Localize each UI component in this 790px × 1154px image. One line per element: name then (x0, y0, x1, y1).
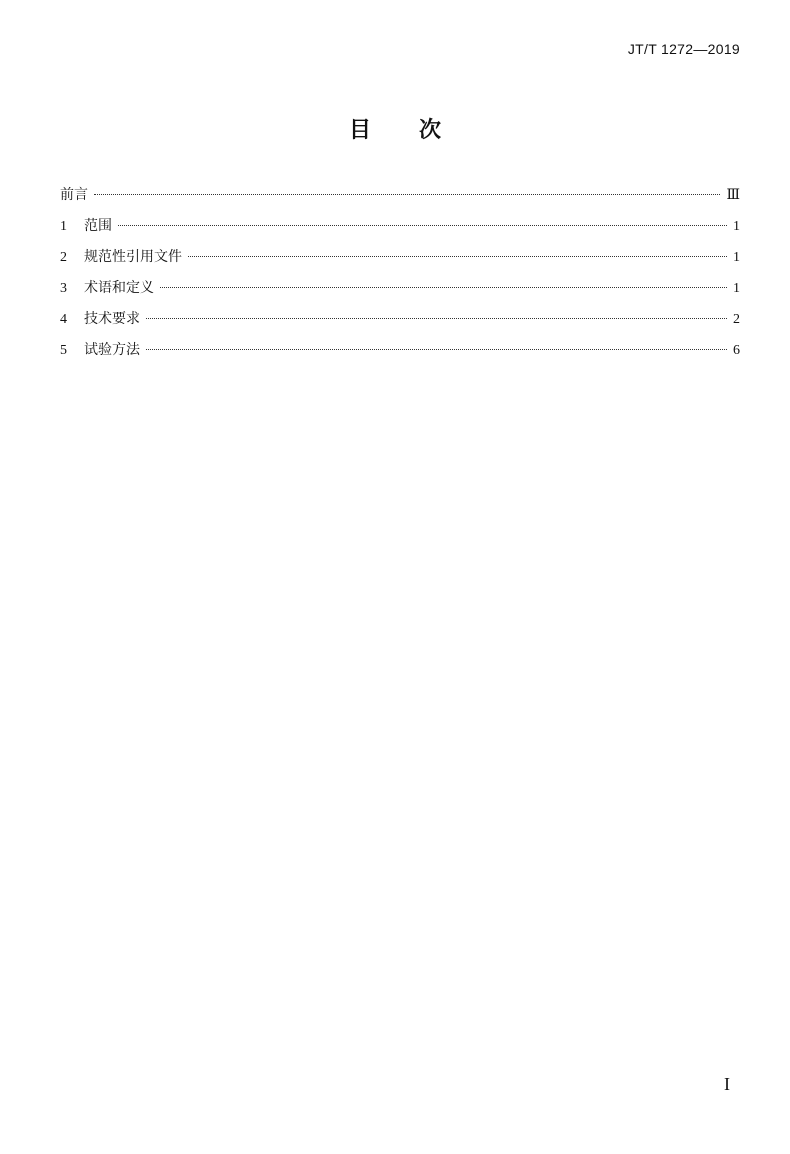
toc-entry-number: 1 (60, 219, 67, 234)
toc-entry-normative-references[interactable] (60, 247, 740, 278)
toc-entry-label: 技术要求 (84, 311, 140, 327)
dot-leader (94, 194, 720, 195)
toc-entry-page: 6 (733, 343, 740, 358)
toc-entry-number: 4 (60, 312, 67, 327)
dot-leader (146, 318, 727, 319)
dot-leader (188, 256, 727, 257)
toc-entry-page: 1 (733, 219, 740, 234)
toc-entry-page: 1 (733, 250, 740, 265)
toc-entry-number: 3 (60, 281, 67, 296)
standard-code: JT/T 1272—2019 (627, 41, 740, 57)
dot-leader (160, 287, 727, 288)
page-title (0, 113, 790, 144)
title-char-2: 次 (419, 118, 442, 143)
toc-entry-label: 规范性引用文件 (84, 249, 182, 265)
toc-entry-label: 术语和定义 (84, 280, 154, 296)
toc-entry-label: 范围 (84, 218, 112, 234)
dot-leader (146, 349, 727, 350)
toc-entry-terms-definitions[interactable] (60, 278, 740, 309)
toc-entry-test-methods[interactable] (60, 340, 740, 371)
toc-entry-scope[interactable] (60, 216, 740, 247)
toc-entry-page: Ⅲ (726, 188, 740, 203)
toc-entry-label: 前言 (60, 187, 88, 203)
toc-entry-number: 2 (60, 250, 67, 265)
toc-entry-page: 2 (733, 312, 740, 327)
dot-leader (118, 225, 727, 226)
title-char-1: 目 (348, 118, 371, 143)
toc-entry-page: 1 (733, 281, 740, 296)
toc-entry-technical-requirements[interactable] (60, 309, 740, 340)
toc-entry-foreword[interactable] (60, 185, 740, 216)
page-folio: I (724, 1074, 730, 1094)
table-of-contents (60, 185, 740, 371)
toc-entry-number: 5 (60, 343, 67, 358)
toc-entry-label: 试验方法 (84, 342, 140, 358)
